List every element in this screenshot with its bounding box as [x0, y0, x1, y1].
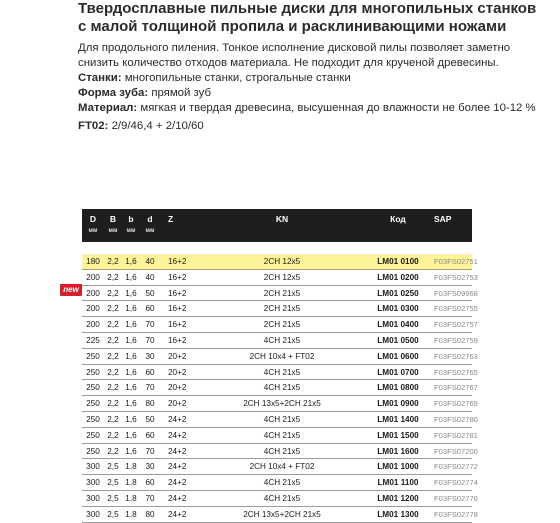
- cell-d: 300: [86, 509, 100, 519]
- col-header-label: b: [128, 214, 134, 224]
- cell-kod: LM01 1000: [377, 462, 419, 472]
- cell-z: 24+2: [168, 446, 187, 456]
- cell-d: 250: [86, 414, 100, 424]
- cell-d-small: 60: [145, 304, 155, 314]
- cell-sap: F03FS07200: [434, 446, 478, 456]
- table-row: [82, 428, 478, 444]
- cell-z: 16+2: [168, 320, 187, 330]
- table-row: [82, 396, 478, 412]
- cell-d-small: 40: [145, 257, 155, 266]
- cell-kod: LM01 1500: [377, 430, 419, 440]
- cell-d: 300: [86, 493, 100, 503]
- col-header-d-small: [140, 214, 160, 234]
- cell-z: 24+2: [168, 462, 187, 472]
- cell-d: 225: [86, 335, 100, 345]
- spec-value: прямой зуб: [151, 87, 211, 99]
- cell-kn: 4CH 21x5: [263, 414, 301, 424]
- cell-sap: F03FS02772: [434, 462, 478, 472]
- cell-d: 300: [86, 462, 100, 472]
- cell-b: 2,5: [107, 509, 119, 519]
- cell-kod: LM01 1400: [377, 414, 419, 424]
- cell-b-small: 1,8: [125, 462, 137, 472]
- cell-sap: F03FS02753: [434, 272, 478, 282]
- cell-b-small: 1,6: [125, 446, 137, 456]
- cell-z: 24+2: [168, 414, 187, 424]
- cell-kod: LM01 0400: [377, 320, 419, 330]
- spec-tooth-form: [78, 86, 548, 101]
- new-badge: new: [60, 284, 82, 296]
- cell-sap: F03FS02767: [434, 383, 478, 393]
- cell-d: 250: [86, 446, 100, 456]
- spec-value: мягкая и твердая древесина, высушенная до влажности не более 10-12 %: [140, 102, 536, 114]
- col-header-label: d: [147, 214, 153, 224]
- cell-kod: LM01 0250: [377, 288, 419, 298]
- cell-b: 2,2: [107, 399, 119, 409]
- cell-b: 2,2: [107, 414, 119, 424]
- cell-kn: 4CH 21x5: [263, 383, 301, 393]
- cell-b-small: 1,6: [125, 288, 137, 298]
- cell-d: 200: [86, 288, 100, 298]
- cell-z: 20+2: [168, 399, 187, 409]
- cell-d: 250: [86, 383, 100, 393]
- cell-kn: 4CH 21x5: [263, 335, 301, 345]
- cell-d-small: 80: [145, 399, 155, 409]
- cell-d: 300: [86, 478, 100, 488]
- cell-sap: F03FS09968: [434, 288, 478, 298]
- spec-value: многопильные станки, строгальные станки: [124, 72, 351, 84]
- table-header: [82, 209, 472, 242]
- cell-kn: 2CH 21x5: [263, 304, 301, 314]
- cell-kod: LM01 0500: [377, 335, 419, 345]
- cell-d-small: 60: [145, 367, 155, 377]
- cell-z: 24+2: [168, 509, 187, 519]
- cell-kn: 2CH 21x5: [263, 288, 301, 298]
- product-table: [82, 209, 478, 523]
- cell-d: 250: [86, 367, 100, 377]
- cell-kod: LM01 0900: [377, 399, 419, 409]
- cell-sap: F03FS02757: [434, 320, 478, 330]
- cell-d-small: 80: [145, 509, 155, 519]
- cell-sap: F03FS02755: [434, 304, 478, 314]
- cell-b-small: 1,6: [125, 399, 137, 409]
- cell-b: 2,2: [107, 320, 119, 330]
- cell-z: 16+2: [168, 288, 187, 298]
- cell-b-small: 1,8: [125, 493, 137, 503]
- cell-d: 250: [86, 399, 100, 409]
- cell-kn: 4CH 21x5: [263, 446, 301, 456]
- cell-d: 200: [86, 272, 100, 282]
- cell-b: 2,2: [107, 335, 119, 345]
- spec-label: Станки:: [78, 72, 122, 84]
- col-header-unit: мм: [88, 228, 98, 234]
- cell-sap: F03FS02778: [434, 509, 478, 519]
- table-row: [82, 444, 478, 460]
- col-header-unit: мм: [126, 228, 136, 234]
- cell-b: 2,2: [107, 383, 119, 393]
- cell-b-small: 1,6: [125, 383, 137, 393]
- cell-kn: 2CH 12x5: [263, 257, 301, 266]
- table-row: [82, 459, 478, 475]
- table-row: [82, 349, 478, 365]
- col-header-z: Z: [168, 214, 174, 224]
- cell-sap: F03FS02780: [434, 414, 478, 424]
- cell-d: 200: [86, 320, 100, 330]
- spec-machines: [78, 71, 548, 86]
- cell-z: 24+2: [168, 493, 187, 503]
- cell-b: 2,2: [107, 288, 119, 298]
- cell-b: 2,2: [107, 367, 119, 377]
- cell-sap: F03FS02751: [434, 257, 478, 266]
- ft02-value: 2/9/46,4 + 2/10/60: [111, 120, 204, 132]
- cell-b-small: 1,6: [125, 272, 137, 282]
- cell-b-small: 1,6: [125, 351, 137, 361]
- cell-b: 2,2: [107, 430, 119, 440]
- cell-d: 250: [86, 430, 100, 440]
- table-row: [82, 317, 478, 333]
- col-header-unit: мм: [108, 228, 118, 234]
- cell-d-small: 70: [145, 383, 155, 393]
- cell-sap: F03FS02765: [434, 367, 478, 377]
- cell-sap: F03FS02774: [434, 478, 478, 488]
- table-row: [82, 507, 478, 523]
- table-row: [82, 491, 478, 507]
- cell-b: 2,5: [107, 462, 119, 472]
- cell-kod: LM01 0100: [377, 257, 419, 266]
- cell-kn: 2CH 10x4 + FT02: [249, 351, 315, 361]
- cell-d-small: 70: [145, 320, 155, 330]
- cell-d-small: 60: [145, 478, 155, 488]
- cell-kod: LM01 0600: [377, 351, 419, 361]
- page-title: Твердосплавные пильные диски для многопильных станков с малой толщиной пропила и расклинивающими ножами: [78, 0, 537, 35]
- cell-b: 2,2: [107, 257, 119, 266]
- col-header-sap: SAP: [434, 214, 452, 224]
- col-header-d: [82, 214, 104, 234]
- table-row: [82, 412, 478, 428]
- cell-z: 20+2: [168, 383, 187, 393]
- cell-z: 16+2: [168, 335, 187, 345]
- spec-label: Форма зуба:: [78, 87, 149, 99]
- col-header-unit: мм: [145, 228, 155, 234]
- cell-kn: 2CH 12x5: [263, 272, 301, 282]
- cell-z: 16+2: [168, 304, 187, 314]
- cell-d-small: 50: [145, 288, 155, 298]
- cell-kod: LM01 1600: [377, 446, 419, 456]
- description-block: [78, 41, 548, 116]
- cell-d-small: 70: [145, 446, 155, 456]
- cell-z: 20+2: [168, 367, 187, 377]
- col-header-kn: KN: [275, 214, 289, 224]
- cell-b: 2,2: [107, 446, 119, 456]
- cell-d-small: 30: [145, 351, 155, 361]
- table-row: [82, 365, 478, 381]
- cell-kod: LM01 1100: [377, 478, 419, 488]
- cell-d-small: 30: [145, 462, 155, 472]
- cell-d-small: 60: [145, 430, 155, 440]
- table-row: [82, 333, 478, 349]
- cell-b-small: 1,6: [125, 335, 137, 345]
- cell-sap: F03FS02763: [434, 351, 478, 361]
- cell-kod: LM01 1300: [377, 509, 419, 519]
- cell-kn: 2CH 21x5: [263, 320, 301, 330]
- cell-kod: LM01 1200: [377, 493, 419, 503]
- cell-kod: LM01 0800: [377, 383, 419, 393]
- cell-kn: 4CH 21x5: [263, 493, 301, 503]
- cell-kn: 4CH 21x5: [263, 478, 301, 488]
- cell-b-small: 1,8: [125, 478, 137, 488]
- cell-sap: F03FS02769: [434, 399, 478, 409]
- cell-d: 200: [86, 304, 100, 314]
- ft02-label: FT02:: [78, 120, 109, 132]
- cell-d-small: 40: [145, 272, 155, 282]
- cell-b-small: 1,6: [125, 320, 137, 330]
- cell-b-small: 1,6: [125, 414, 137, 424]
- cell-d-small: 70: [145, 335, 155, 345]
- cell-b-small: 1,6: [125, 430, 137, 440]
- col-header-label: B: [109, 214, 117, 224]
- cell-kod: LM01 0200: [377, 272, 419, 282]
- table-row: [82, 475, 478, 491]
- table-row: [82, 301, 478, 317]
- table-row: [82, 380, 478, 396]
- cell-kn: 4CH 21x5: [263, 367, 301, 377]
- cell-kod: LM01 0300: [377, 304, 419, 314]
- cell-d-small: 50: [145, 414, 155, 424]
- col-header-b-small: [122, 214, 140, 234]
- col-header-label: D: [89, 214, 97, 224]
- description-text: Для продольного пиления. Тонкое исполнение дисковой пилы позволяет заметно снизить количество отходов материала. Не подходит для крученой древесины.: [78, 42, 511, 69]
- table-row: [82, 270, 478, 286]
- cell-sap: F03FS02759: [434, 335, 478, 345]
- cell-b: 2,5: [107, 478, 119, 488]
- cell-sap: F03FS02776: [434, 493, 478, 503]
- cell-kn: 2CH 13x5+2CH 21x5: [243, 399, 321, 409]
- cell-b-small: 1,6: [125, 257, 137, 266]
- col-header-kod: Код: [390, 214, 406, 224]
- table-row: [82, 286, 478, 302]
- cell-z: 24+2: [168, 430, 187, 440]
- cell-b-small: 1,6: [125, 304, 137, 314]
- cell-b-small: 1,8: [125, 509, 137, 519]
- cell-b: 2,5: [107, 493, 119, 503]
- cell-z: 16+2: [168, 257, 187, 266]
- ft02-spec: [78, 120, 204, 132]
- cell-z: 24+2: [168, 478, 187, 488]
- table-row: [82, 254, 478, 270]
- cell-d-small: 70: [145, 493, 155, 503]
- spec-material: [78, 101, 548, 116]
- cell-b: 2,2: [107, 351, 119, 361]
- cell-sap: F03FS02781: [434, 430, 478, 440]
- cell-d: 180: [86, 257, 100, 266]
- cell-z: 16+2: [168, 272, 187, 282]
- cell-b-small: 1,6: [125, 367, 137, 377]
- col-header-b: [104, 214, 122, 234]
- cell-b: 2,2: [107, 304, 119, 314]
- table-body: [82, 254, 478, 523]
- cell-b: 2,2: [107, 272, 119, 282]
- spec-label: Материал:: [78, 102, 138, 114]
- cell-z: 20+2: [168, 351, 187, 361]
- cell-kn: 2CH 13x5+2CH 21x5: [243, 509, 321, 519]
- cell-kn: 2CH 10x4 + FT02: [249, 462, 315, 472]
- cell-kn: 4CH 21x5: [263, 430, 301, 440]
- cell-d: 250: [86, 351, 100, 361]
- cell-kod: LM01 0700: [377, 367, 419, 377]
